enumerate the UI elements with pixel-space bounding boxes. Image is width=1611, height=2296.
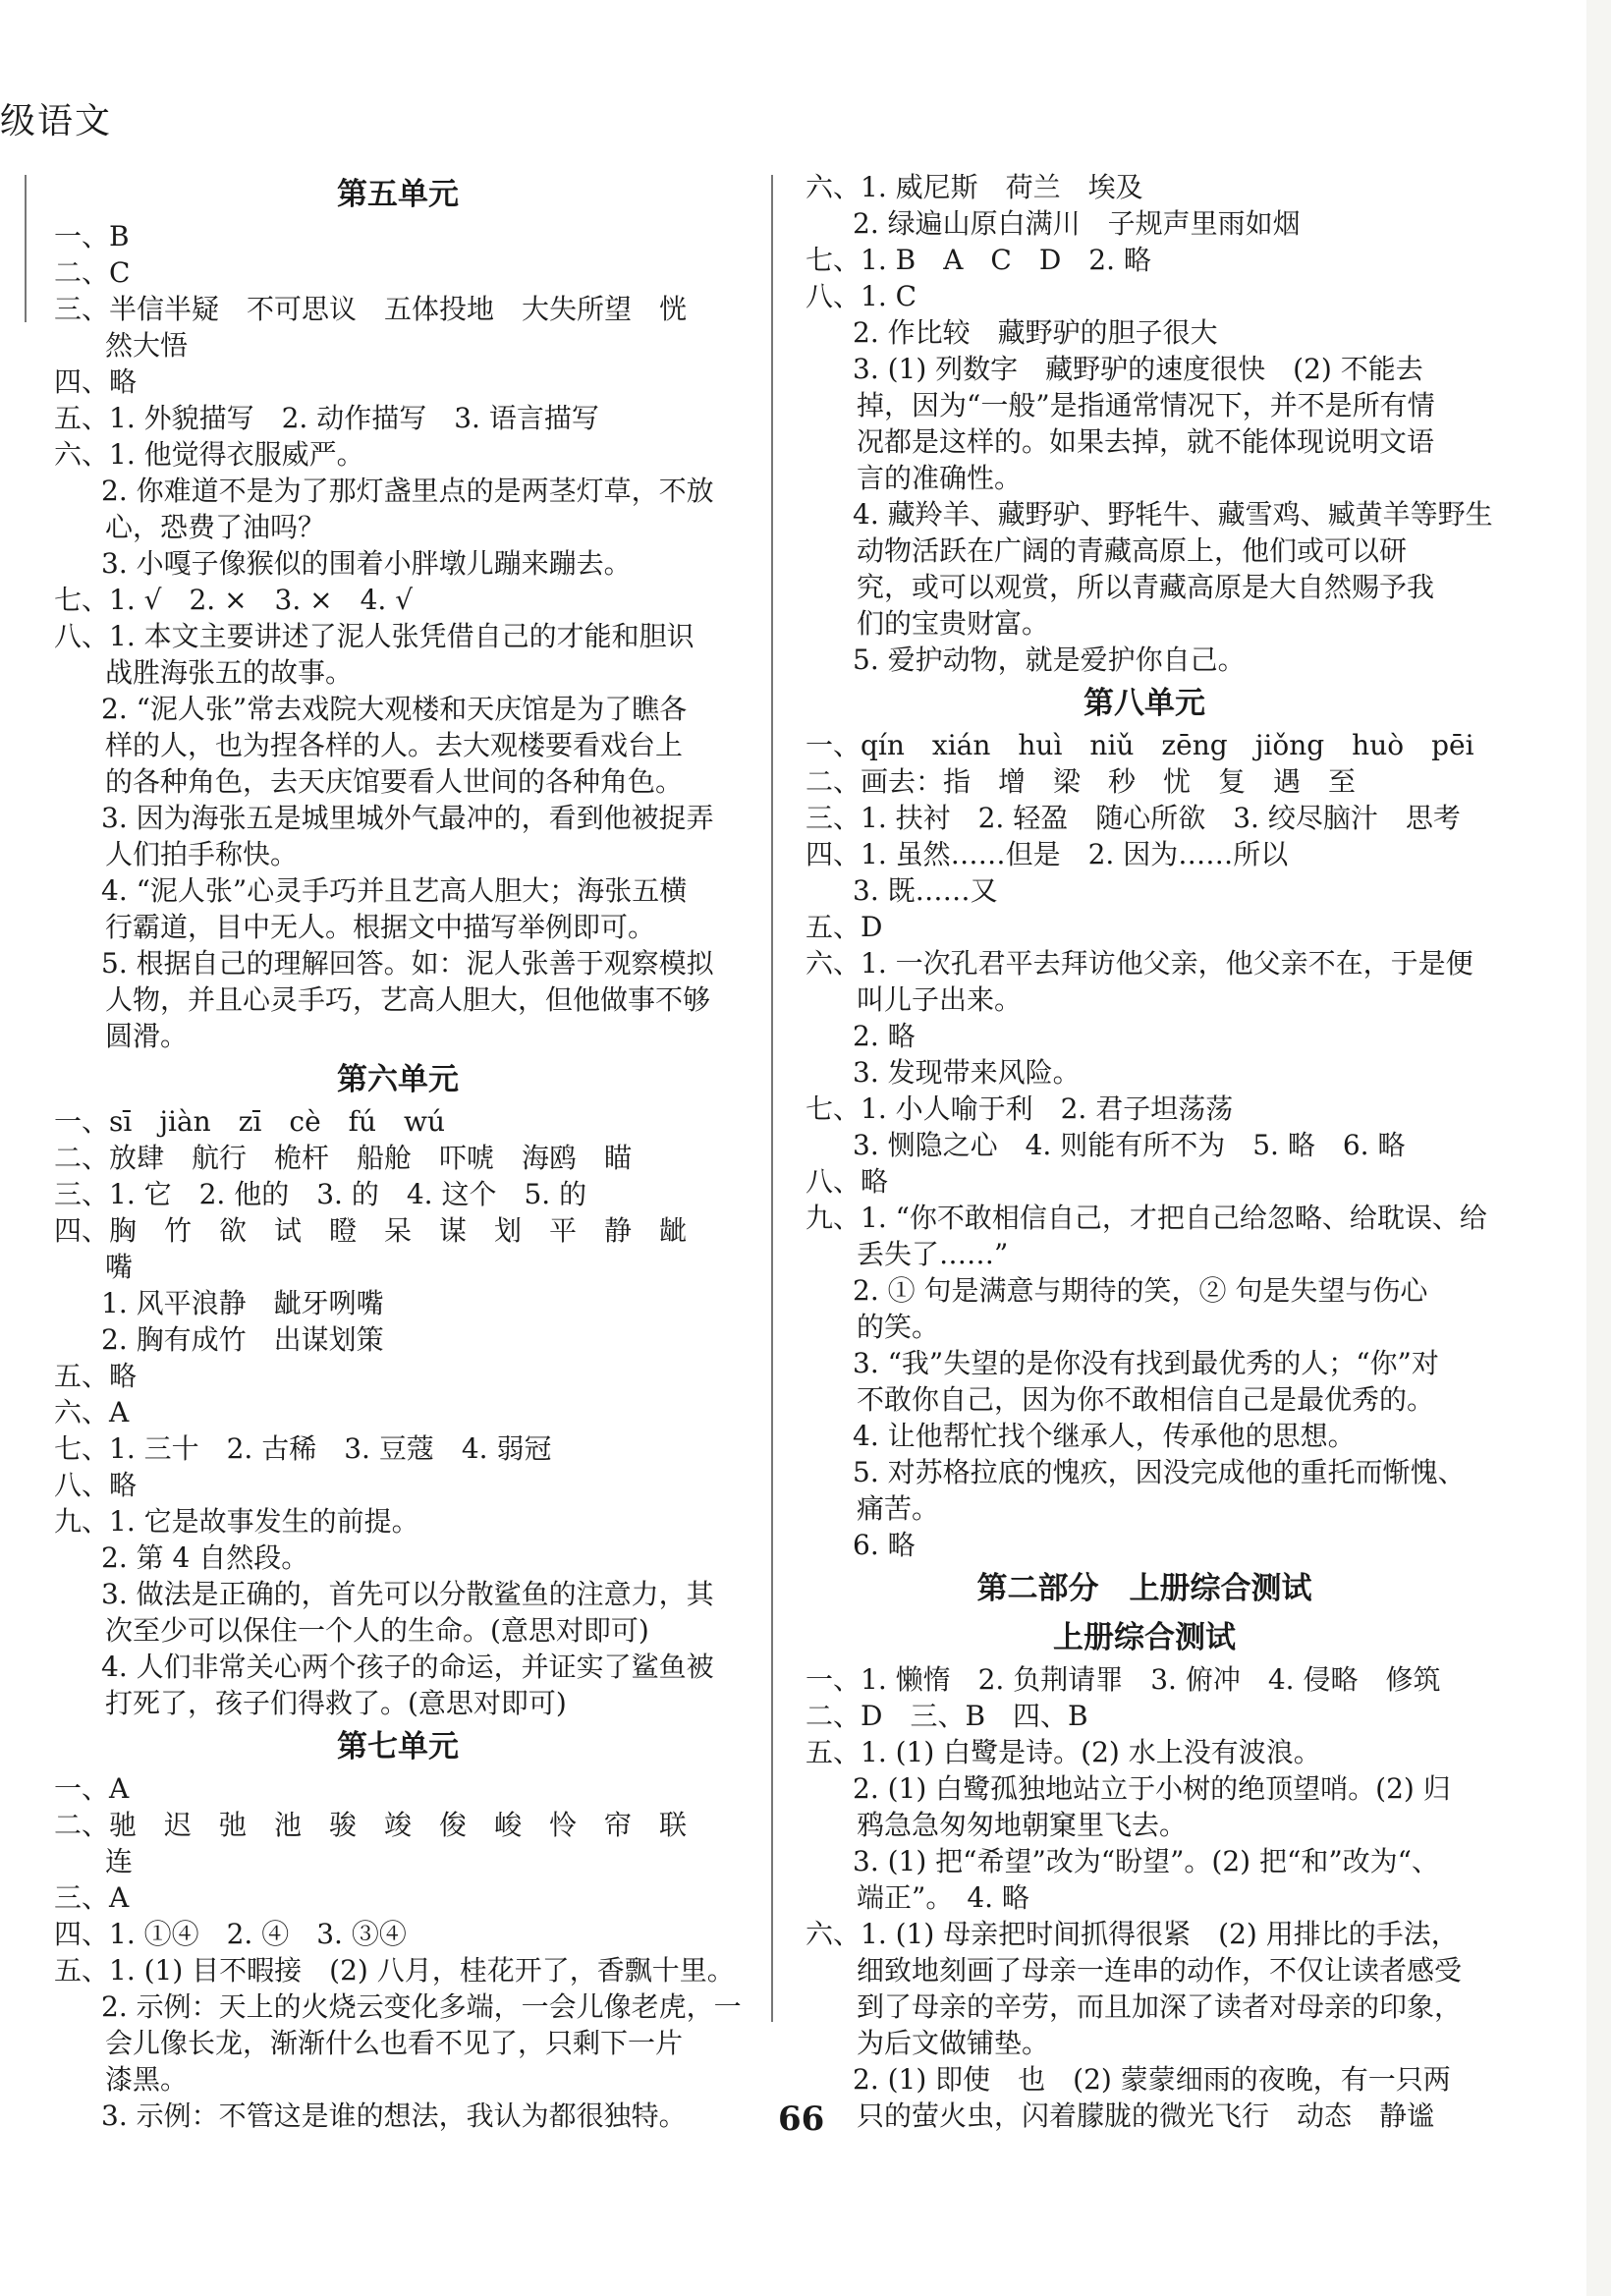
answer-line: 5. 对苏格拉底的愧疚，因没完成他的重托而惭愧、 — [853, 1456, 1466, 1488]
answer-line: 七、1. 小人喻于利 2. 君子坦荡荡 — [806, 1092, 1234, 1125]
answer-line: 2. (1) 白鹭孤独地站立于小树的绝顶望哨。(2) 归 — [853, 1772, 1451, 1805]
answer-line: 叫儿子出来。 — [857, 983, 1023, 1016]
answer-line: 嘴 — [105, 1251, 134, 1283]
answer-line: 一、B — [54, 220, 130, 252]
answer-line: 5. 根据自己的理解回答。如：泥人张善于观察模拟 — [101, 947, 714, 980]
answer-line: 六、1. 威尼斯 荷兰 埃及 — [806, 171, 1143, 203]
answer-line: 七、1. 三十 2. 古稀 3. 豆蔻 4. 弱冠 — [54, 1432, 552, 1465]
answer-line: 人们拍手称快。 — [105, 838, 299, 870]
answer-line: 八、1. C — [806, 280, 917, 312]
answer-line: 二、C — [54, 256, 131, 289]
answer-line: 二、放肆 航行 桅杆 船舱 吓唬 海鸥 瞄 — [54, 1142, 633, 1174]
right-column — [806, 169, 1493, 2134]
answer-line: 会儿像长龙，渐渐什么也看不见了，只剩下一片 — [105, 2027, 684, 2059]
answer-line: 4. “泥人张”心灵手巧并且艺高人胆大；海张五横 — [101, 874, 688, 907]
answer-line: 2. 绿遍山原白满川 子规声里雨如烟 — [853, 207, 1301, 240]
answer-line: 2. “泥人张”常去戏院大观楼和天庆馆是为了瞧各 — [101, 693, 688, 725]
answer-line: 究，或可以观赏，所以青藏高原是大自然赐予我 — [857, 571, 1435, 603]
answer-line: 们的宝贵财富。 — [857, 607, 1050, 640]
answer-line: 八、1. 本文主要讲述了泥人张凭借自己的才能和胆识 — [54, 620, 694, 652]
answer-line: 4. 让他帮忙找个继承人，传承他的思想。 — [853, 1420, 1356, 1452]
answer-line: 行霸道，目中无人。根据文中描写举例即可。 — [105, 911, 656, 943]
answer-line: 人物，并且心灵手巧，艺高人胆大，但他做事不够 — [105, 983, 711, 1016]
answer-line: 三、A — [54, 1881, 130, 1914]
section-heading: 第五单元 — [337, 177, 459, 212]
answer-line: 2. (1) 即使 也 (2) 蒙蒙细雨的夜晚，有一只两 — [853, 2063, 1451, 2096]
page-number: 66 — [778, 2100, 825, 2139]
answer-line: 4. 藏羚羊、藏野驴、野牦牛、藏雪鸡、臧黄羊等野生 — [853, 498, 1493, 531]
section-heading: 第七单元 — [337, 1729, 459, 1764]
section-heading: 第二部分 上册综合测试 — [976, 1571, 1312, 1606]
answer-line: 只的萤火虫，闪着朦胧的微光飞行 动态 静谧 — [857, 2100, 1435, 2132]
answer-line: 痛苦。 — [857, 1492, 940, 1525]
answer-line: 2. 示例：天上的火烧云变化多端，一会儿像老虎，一 — [101, 1990, 742, 2023]
answer-line: 七、1. √ 2. × 3. × 4. √ — [54, 584, 414, 616]
answer-line: 3. 恻隐之心 4. 则能有所不为 5. 略 6. 略 — [853, 1129, 1406, 1161]
answer-line: 二、画去：指 增 梁 秒 忧 复 遇 至 — [806, 765, 1357, 798]
answer-line: 五、1. (1) 白鹭是诗。(2) 水上没有波浪。 — [806, 1736, 1321, 1768]
answer-line: 圆滑。 — [105, 1020, 189, 1052]
answer-line: 八、略 — [806, 1165, 889, 1198]
answer-line: 不敢你自己，因为你不敢相信自己是最优秀的。 — [857, 1383, 1435, 1416]
answer-line: 五、D — [806, 911, 883, 943]
answer-line: 3. (1) 把“希望”改为“盼望”。(2) 把“和”改为“、 — [853, 1845, 1439, 1877]
answer-line: 2. 略 — [853, 1020, 916, 1052]
answer-line: 5. 爱护动物，就是爱护你自己。 — [853, 644, 1246, 676]
answer-line: 五、1. (1) 目不暇接 (2) 八月，桂花开了，香飘十里。 — [54, 1954, 735, 1987]
answer-line: 漆黑。 — [105, 2063, 189, 2096]
answer-line: 一、A — [54, 1772, 130, 1805]
answer-line: 3. “我”失望的是你没有找到最优秀的人；“你”对 — [853, 1347, 1439, 1379]
answer-line: 3. 做法是正确的，首先可以分散鲨鱼的注意力，其 — [101, 1578, 714, 1610]
answer-line: 2. ① 句是满意与期待的笑，② 句是失望与伤心 — [853, 1274, 1428, 1307]
answer-line: 七、1. B A C D 2. 略 — [806, 244, 1151, 276]
column-divider-left — [25, 175, 27, 322]
answer-line: 1. 风平浪静 龇牙咧嘴 — [101, 1287, 384, 1319]
section-heading: 上册综合测试 — [1053, 1620, 1236, 1655]
running-header: 级语文 — [0, 101, 113, 141]
column-divider-center — [771, 175, 773, 2022]
answer-line: 五、1. 外貌描写 2. 动作描写 3. 语言描写 — [54, 402, 599, 434]
answer-line: 一、sī jiàn zī cè fú wú — [54, 1105, 446, 1138]
answer-line: 的笑。 — [857, 1311, 940, 1343]
answer-line: 次至少可以保住一个人的生命。(意思对即可) — [105, 1614, 649, 1647]
answer-line: 二、驰 迟 弛 池 骏 竣 俊 峻 怜 帘 联 — [54, 1809, 688, 1841]
answer-line: 为后文做铺垫。 — [857, 2027, 1050, 2059]
answer-line: 言的准确性。 — [857, 462, 1023, 494]
answer-line: 动物活跃在广阔的青藏高原上，他们或可以研 — [857, 534, 1408, 567]
answer-line: 4. 人们非常关心两个孩子的命运，并证实了鲨鱼被 — [101, 1651, 714, 1683]
answer-line: 一、1. 懒惰 2. 负荆请罪 3. 俯冲 4. 侵略 修筑 — [806, 1663, 1441, 1696]
answer-line: 鸦急急匆匆地朝窠里飞去。 — [857, 1809, 1188, 1841]
answer-line: 一、qín xián huì niǔ zēng jiǒng huò pēi — [806, 729, 1474, 761]
answer-line: 3. 因为海张五是城里城外气最冲的，看到他被捉弄 — [101, 802, 714, 834]
answer-line: 2. 胸有成竹 出谋划策 — [101, 1323, 384, 1356]
answer-line: 四、1. 虽然……但是 2. 因为……所以 — [806, 838, 1289, 870]
answer-line: 二、D 三、B 四、B — [806, 1700, 1088, 1732]
answer-line: 2. 你难道不是为了那灯盏里点的是两茎灯草，不放 — [101, 475, 714, 507]
answer-line: 六、1. 他觉得衣服威严。 — [54, 438, 364, 471]
answer-line: 打死了，孩子们得救了。(意思对即可) — [105, 1687, 567, 1719]
answer-line: 端正”。 4. 略 — [857, 1881, 1029, 1914]
answer-line: 六、A — [54, 1396, 130, 1428]
answer-line: 3. 既……又 — [853, 874, 998, 907]
answer-line: 况都是这样的。如果去掉，就不能体现说明文语 — [857, 425, 1435, 458]
answer-line: 八、略 — [54, 1469, 138, 1501]
answer-line: 到了母亲的辛劳，而且加深了读者对母亲的印象， — [857, 1990, 1463, 2023]
answer-line: 2. 第 4 自然段。 — [101, 1541, 309, 1574]
section-heading: 第八单元 — [1083, 686, 1205, 721]
answer-line: 四、胸 竹 欲 试 瞪 呆 谋 划 平 静 龇 — [54, 1214, 688, 1247]
answer-line: 心，恐费了油吗？ — [105, 511, 326, 543]
answer-line: 3. (1) 列数字 藏野驴的速度很快 (2) 不能去 — [853, 353, 1423, 385]
answer-line: 2. 作比较 藏野驴的胆子很大 — [853, 316, 1218, 349]
answer-line: 三、1. 扶衬 2. 轻盈 随心所欲 3. 绞尽脑汁 思考 — [806, 802, 1461, 834]
answer-line: 3. 示例：不管这是谁的想法，我认为都很独特。 — [101, 2100, 687, 2132]
answer-line: 四、1. ①④ 2. ④ 3. ③④ — [54, 1918, 407, 1950]
answer-line: 3. 小嘎子像猴似的围着小胖墩儿蹦来蹦去。 — [101, 547, 632, 580]
answer-line: 连 — [105, 1845, 134, 1877]
answer-line: 三、半信半疑 不可思议 五体投地 大失所望 恍 — [54, 293, 688, 325]
answer-line: 三、1. 它 2. 他的 3. 的 4. 这个 5. 的 — [54, 1178, 587, 1210]
answer-line: 的各种角色，去天庆馆要看人世间的各种角色。 — [105, 765, 684, 798]
answer-line: 掉，因为“一般”是指通常情况下，并不是所有情 — [857, 389, 1435, 421]
answer-line: 五、略 — [54, 1360, 138, 1392]
answer-line: 九、1. “你不敢相信自己，才把自己给忽略、给耽误、给 — [806, 1202, 1487, 1234]
answer-line: 丢失了……” — [857, 1238, 1009, 1270]
answer-line: 3. 发现带来风险。 — [853, 1056, 1081, 1089]
section-heading: 第六单元 — [337, 1062, 459, 1097]
answer-line: 六、1. (1) 母亲把时间抓得很紧 (2) 用排比的手法， — [806, 1918, 1459, 1950]
answer-line: 九、1. 它是故事发生的前提。 — [54, 1505, 419, 1538]
answer-line: 细致地刻画了母亲一连串的动作，不仅让读者感受 — [857, 1954, 1463, 1987]
left-column — [54, 169, 742, 2134]
answer-line: 战胜海张五的故事。 — [105, 656, 354, 689]
answer-line: 样的人，也为捏各样的人。去大观楼要看戏台上 — [105, 729, 684, 761]
answer-line: 然大悟 — [105, 329, 189, 362]
answer-line: 四、略 — [54, 365, 138, 398]
answer-line: 6. 略 — [853, 1529, 916, 1561]
answer-line: 六、1. 一次孔君平去拜访他父亲，他父亲不在，于是便 — [806, 947, 1473, 980]
